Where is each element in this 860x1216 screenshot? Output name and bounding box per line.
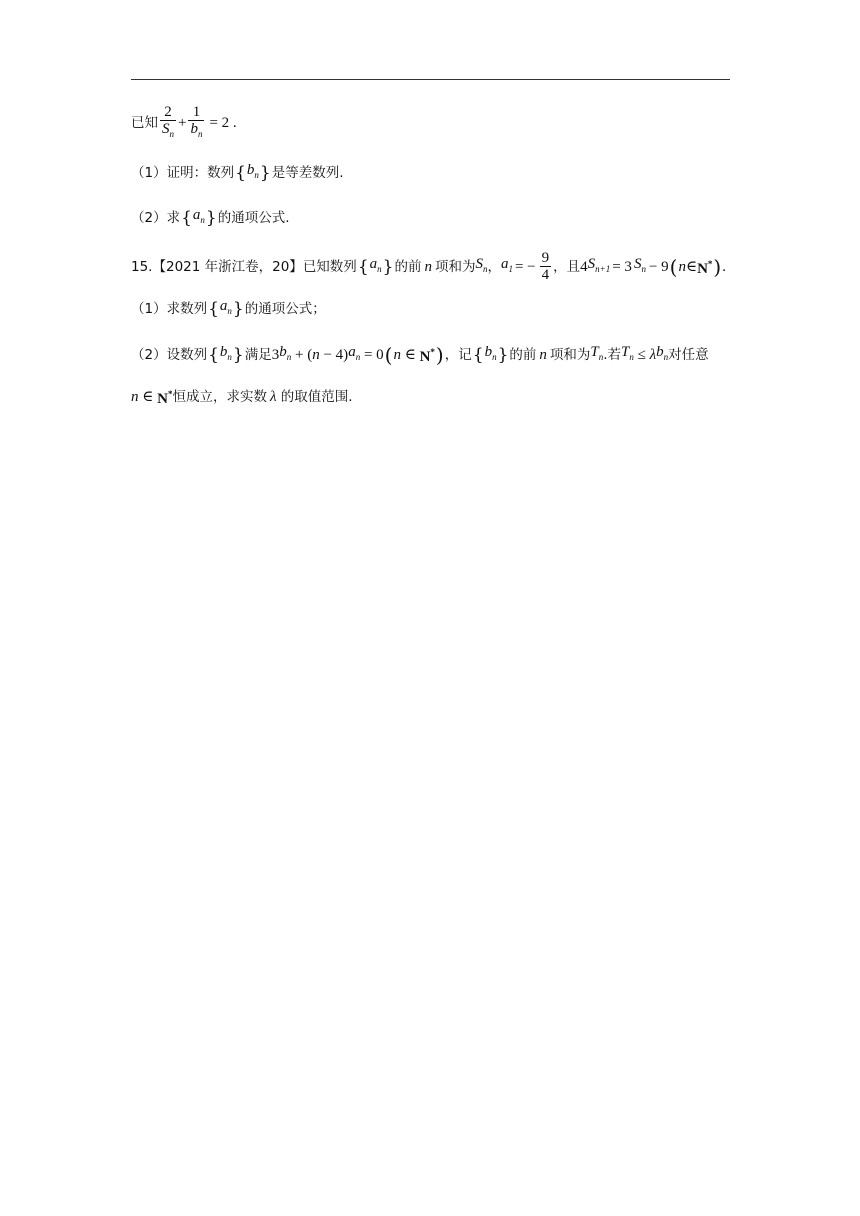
part-label: （2）设数列 [131, 346, 208, 363]
fraction-1-over-bn: $\frac{1}{b_n}$ [190, 104, 203, 139]
intro-prefix: 已知 [131, 115, 158, 131]
q14-part2: （2）求 { $a_n$ } 的通项公式. [131, 207, 290, 228]
intro-condition [131, 104, 237, 142]
q15-part2: （2）设数列 { $b_n$ } 满足 3 $b_n$ + ( n − 4) $a_n$ = 0 ( n ∈ N* ) ，记 { $b_n$ } 的前 n 项和为 $T_n$ .若 $T_n$ ≤ λ $b_n$ 对任意 [131, 342, 709, 367]
part-text: 的通项公式. [217, 209, 290, 226]
fraction-9-over-4: $\frac{9}{4}$ [541, 250, 550, 283]
part-label: （1）求数列 [131, 300, 208, 317]
header-rule [131, 79, 730, 80]
part-label: （1）证明：数列 [131, 164, 235, 181]
q15-part1: （1）求数列 { $a_n$ } 的通项公式； [131, 298, 326, 319]
q15-part2-continuation: n ∈ N* 恒成立，求实数 λ 的取值范围. [131, 388, 353, 407]
q14-part1: （1）证明：数列 { $b_n$ } 是等差数列. [131, 162, 344, 183]
question-number: 15. [131, 258, 153, 275]
part-label: （2）求 [131, 209, 181, 226]
question-15: 15. 【2021 年浙江卷，20】 已知数列 { $a_n$ } 的前 n 项和为 $S_n$ ， $a_1$ = − $\frac{9}{4}$ ，且 4 $S_{n+1}$ = 3 $S_n$ − 9 ( n ∈ N* ) . [131, 250, 726, 283]
question-source: 【2021 年浙江卷，20】 [152, 258, 303, 275]
part-text: 是等差数列. [271, 164, 344, 181]
fraction-2-over-sn: $\frac{2}{S_n}$ [162, 104, 174, 139]
part-text: 的通项公式； [244, 300, 326, 317]
plus-sign: + [178, 115, 187, 131]
equals-two: = 2 . [209, 115, 237, 131]
